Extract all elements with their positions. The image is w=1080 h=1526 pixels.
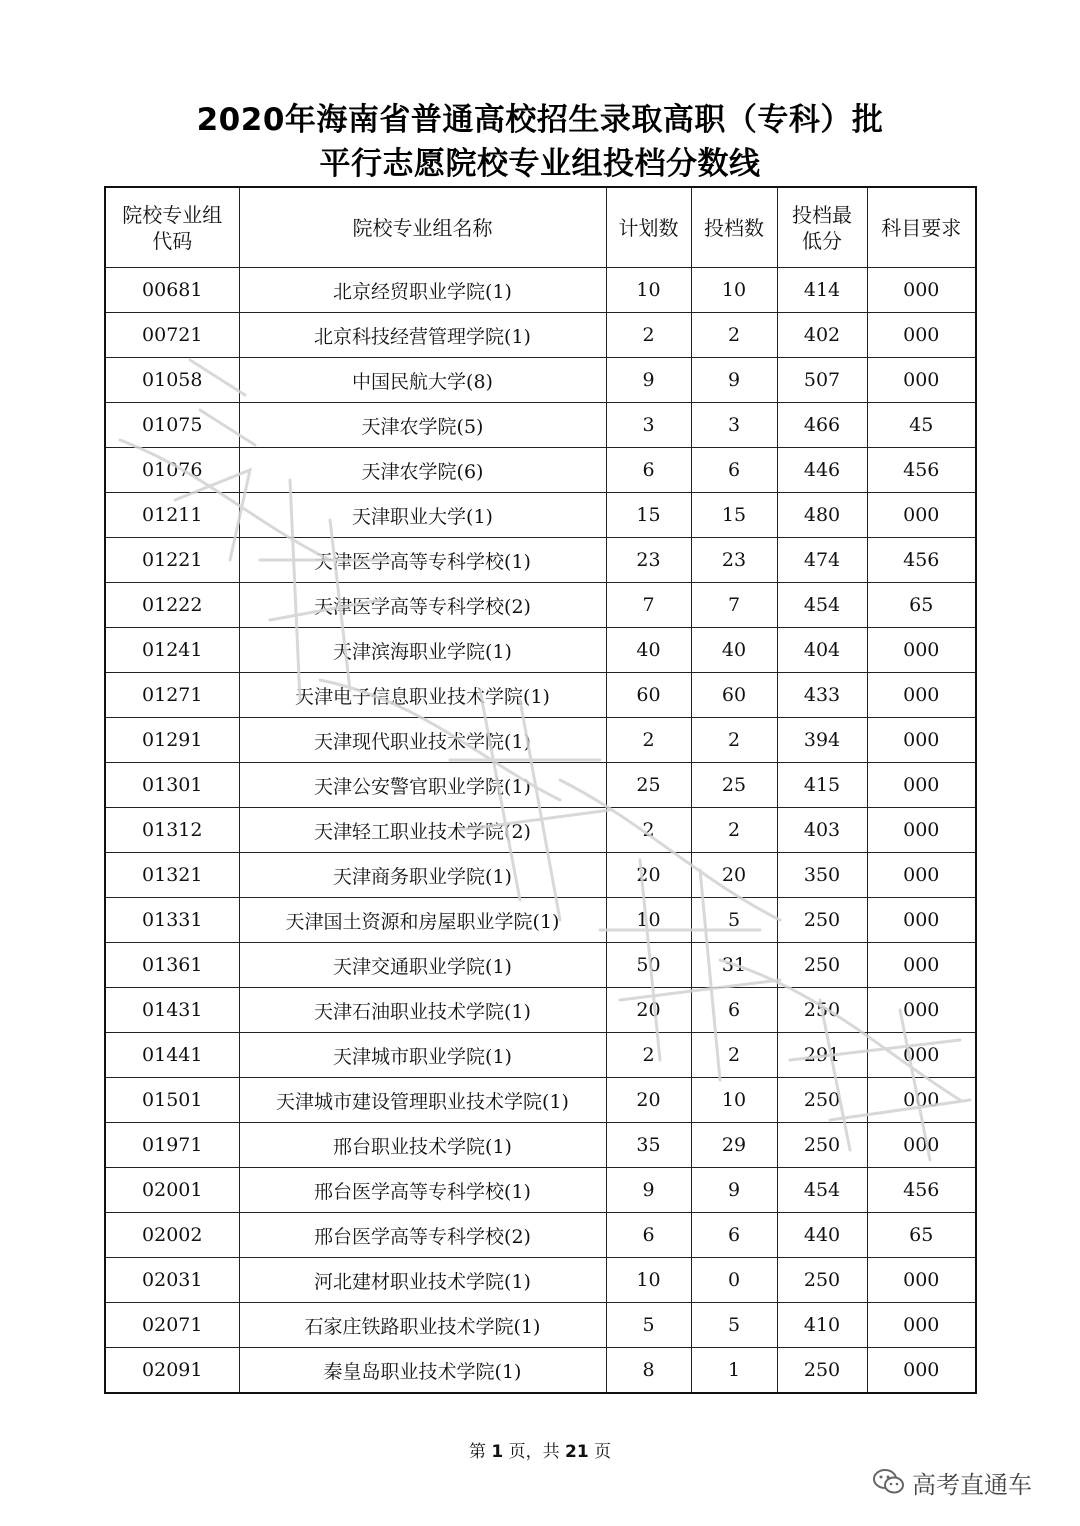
cell-subject: 000 — [867, 1348, 976, 1394]
cell-subject: 000 — [867, 268, 976, 313]
cell-plan: 8 — [606, 1348, 691, 1394]
table-row — [105, 808, 976, 853]
footer-prefix: 第 — [468, 1442, 486, 1462]
cell-name: 天津职业大学(1) — [239, 493, 606, 538]
cell-name: 天津滨海职业学院(1) — [239, 628, 606, 673]
cell-code: 01058 — [105, 358, 239, 403]
cell-plan: 60 — [606, 673, 691, 718]
cell-filed: 2 — [691, 718, 777, 763]
table-row — [105, 268, 976, 313]
cell-min-score: 350 — [777, 853, 867, 898]
table-row — [105, 853, 976, 898]
table-row — [105, 538, 976, 583]
table-row — [105, 358, 976, 403]
cell-code: 01241 — [105, 628, 239, 673]
cell-name: 天津城市建设管理职业技术学院(1) — [239, 1078, 606, 1123]
header-code-line2: 代码 — [152, 228, 193, 253]
cell-subject: 000 — [867, 493, 976, 538]
cell-plan: 20 — [606, 1078, 691, 1123]
cell-filed: 0 — [691, 1258, 777, 1303]
cell-code: 02002 — [105, 1213, 239, 1258]
footer-page-number: 1 — [491, 1442, 504, 1462]
header-code-line1: 院校专业组 — [122, 202, 223, 227]
cell-min-score: 474 — [777, 538, 867, 583]
cell-code: 01221 — [105, 538, 239, 583]
cell-filed: 23 — [691, 538, 777, 583]
cell-min-score: 250 — [777, 1348, 867, 1394]
cell-min-score: 414 — [777, 268, 867, 313]
cell-plan: 25 — [606, 763, 691, 808]
footer-suffix: 页 — [594, 1442, 612, 1462]
cell-filed: 20 — [691, 853, 777, 898]
table-row — [105, 583, 976, 628]
cell-name: 天津石油职业技术学院(1) — [239, 988, 606, 1033]
cell-plan: 2 — [606, 718, 691, 763]
header-min-line2: 低分 — [802, 228, 842, 253]
cell-min-score: 466 — [777, 403, 867, 448]
cell-subject: 65 — [867, 583, 976, 628]
cell-name: 天津城市职业学院(1) — [239, 1033, 606, 1078]
cell-filed: 2 — [691, 808, 777, 853]
header-subject: 科目要求 — [867, 187, 976, 268]
cell-plan: 6 — [606, 448, 691, 493]
cell-subject: 000 — [867, 1303, 976, 1348]
cell-code: 01222 — [105, 583, 239, 628]
cell-filed: 7 — [691, 583, 777, 628]
cell-min-score: 433 — [777, 673, 867, 718]
cell-filed: 2 — [691, 313, 777, 358]
cell-code: 00721 — [105, 313, 239, 358]
cell-subject: 000 — [867, 673, 976, 718]
cell-subject: 000 — [867, 808, 976, 853]
cell-filed: 5 — [691, 898, 777, 943]
cell-subject: 456 — [867, 538, 976, 583]
cell-subject: 000 — [867, 763, 976, 808]
cell-filed: 10 — [691, 268, 777, 313]
cell-code: 01361 — [105, 943, 239, 988]
cell-code: 01075 — [105, 403, 239, 448]
cell-subject: 000 — [867, 1258, 976, 1303]
cell-code: 01291 — [105, 718, 239, 763]
cell-plan: 10 — [606, 268, 691, 313]
page-title-line1: 2020年海南省普通高校招生录取高职（专科）批 — [196, 102, 884, 138]
cell-code: 00681 — [105, 268, 239, 313]
cell-plan: 15 — [606, 493, 691, 538]
cell-code: 01271 — [105, 673, 239, 718]
cell-min-score: 250 — [777, 1078, 867, 1123]
cell-subject: 65 — [867, 1213, 976, 1258]
cell-name: 邢台职业技术学院(1) — [239, 1123, 606, 1168]
cell-code: 01301 — [105, 763, 239, 808]
cell-name: 天津商务职业学院(1) — [239, 853, 606, 898]
cell-plan: 23 — [606, 538, 691, 583]
cell-plan: 10 — [606, 898, 691, 943]
cell-min-score: 454 — [777, 1168, 867, 1213]
cell-code: 02071 — [105, 1303, 239, 1348]
cell-min-score: 440 — [777, 1213, 867, 1258]
cell-plan: 2 — [606, 808, 691, 853]
cell-min-score: 415 — [777, 763, 867, 808]
cell-min-score: 250 — [777, 1258, 867, 1303]
table-row — [105, 448, 976, 493]
cell-subject: 000 — [867, 988, 976, 1033]
table-header-row — [105, 187, 976, 268]
brand-watermark — [872, 1462, 1032, 1502]
cell-name: 天津现代职业技术学院(1) — [239, 718, 606, 763]
cell-subject: 45 — [867, 403, 976, 448]
cell-name: 天津医学高等专科学校(1) — [239, 538, 606, 583]
cell-subject: 000 — [867, 358, 976, 403]
page-title-line2: 平行志愿院校专业组投档分数线 — [319, 146, 761, 182]
cell-code: 02091 — [105, 1348, 239, 1394]
cell-min-score: 402 — [777, 313, 867, 358]
cell-min-score: 404 — [777, 628, 867, 673]
table-row — [105, 943, 976, 988]
cell-name: 天津农学院(6) — [239, 448, 606, 493]
cell-plan: 5 — [606, 1303, 691, 1348]
cell-code: 01441 — [105, 1033, 239, 1078]
footer-total-pages: 21 — [564, 1442, 589, 1462]
cell-code: 01431 — [105, 988, 239, 1033]
cell-name: 北京经贸职业学院(1) — [239, 268, 606, 313]
cell-min-score: 454 — [777, 583, 867, 628]
header-min-line1: 投档最 — [792, 202, 852, 227]
cell-code: 01331 — [105, 898, 239, 943]
header-min-score — [777, 187, 867, 268]
cell-subject: 000 — [867, 718, 976, 763]
cell-plan: 10 — [606, 1258, 691, 1303]
table-row — [105, 673, 976, 718]
cell-plan: 9 — [606, 1168, 691, 1213]
table-row — [105, 1123, 976, 1168]
cell-subject: 456 — [867, 1168, 976, 1213]
cell-name: 天津交通职业学院(1) — [239, 943, 606, 988]
cell-filed: 6 — [691, 1213, 777, 1258]
cell-filed: 60 — [691, 673, 777, 718]
cell-min-score: 250 — [777, 943, 867, 988]
cell-filed: 10 — [691, 1078, 777, 1123]
cell-min-score: 446 — [777, 448, 867, 493]
cell-min-score: 291 — [777, 1033, 867, 1078]
cell-filed: 25 — [691, 763, 777, 808]
cell-filed: 29 — [691, 1123, 777, 1168]
cell-subject: 000 — [867, 1078, 976, 1123]
cell-min-score: 250 — [777, 988, 867, 1033]
cell-name: 天津农学院(5) — [239, 403, 606, 448]
cell-code: 01076 — [105, 448, 239, 493]
cell-filed: 31 — [691, 943, 777, 988]
table-row — [105, 1258, 976, 1303]
cell-plan: 9 — [606, 358, 691, 403]
cell-plan: 2 — [606, 1033, 691, 1078]
cell-plan: 3 — [606, 403, 691, 448]
cell-plan: 6 — [606, 1213, 691, 1258]
table-row — [105, 1303, 976, 1348]
cell-name: 天津电子信息职业技术学院(1) — [239, 673, 606, 718]
cell-filed: 15 — [691, 493, 777, 538]
table-row — [105, 1033, 976, 1078]
cell-subject: 000 — [867, 898, 976, 943]
cell-subject: 000 — [867, 943, 976, 988]
cell-plan: 40 — [606, 628, 691, 673]
cell-code: 01501 — [105, 1078, 239, 1123]
table-row — [105, 1213, 976, 1258]
cell-filed: 2 — [691, 1033, 777, 1078]
cell-filed: 1 — [691, 1348, 777, 1394]
cell-min-score: 410 — [777, 1303, 867, 1348]
table-row — [105, 898, 976, 943]
cell-subject: 000 — [867, 1123, 976, 1168]
table-row — [105, 1168, 976, 1213]
cell-code: 01211 — [105, 493, 239, 538]
cell-name: 石家庄铁路职业技术学院(1) — [239, 1303, 606, 1348]
header-plan: 计划数 — [606, 187, 691, 268]
cell-code: 01312 — [105, 808, 239, 853]
cell-filed: 9 — [691, 1168, 777, 1213]
cell-filed: 9 — [691, 358, 777, 403]
cell-filed: 3 — [691, 403, 777, 448]
admission-score-table — [104, 186, 977, 1394]
cell-subject: 000 — [867, 853, 976, 898]
cell-min-score: 403 — [777, 808, 867, 853]
cell-name: 天津国土资源和房屋职业学院(1) — [239, 898, 606, 943]
cell-name: 秦皇岛职业技术学院(1) — [239, 1348, 606, 1394]
cell-name: 北京科技经营管理学院(1) — [239, 313, 606, 358]
cell-plan: 20 — [606, 988, 691, 1033]
cell-filed: 6 — [691, 988, 777, 1033]
header-code — [105, 187, 239, 268]
cell-name: 河北建材职业技术学院(1) — [239, 1258, 606, 1303]
cell-plan: 35 — [606, 1123, 691, 1168]
footer-mid: 页，共 — [508, 1442, 560, 1462]
cell-plan: 20 — [606, 853, 691, 898]
cell-name: 邢台医学高等专科学校(2) — [239, 1213, 606, 1258]
cell-filed: 5 — [691, 1303, 777, 1348]
table-row — [105, 988, 976, 1033]
table-row — [105, 1078, 976, 1123]
cell-name: 邢台医学高等专科学校(1) — [239, 1168, 606, 1213]
cell-filed: 6 — [691, 448, 777, 493]
cell-name: 天津医学高等专科学校(2) — [239, 583, 606, 628]
cell-code: 02001 — [105, 1168, 239, 1213]
cell-name: 中国民航大学(8) — [239, 358, 606, 403]
table-row — [105, 1348, 976, 1394]
brand-name: 高考直通车 — [912, 1470, 1032, 1499]
cell-plan: 2 — [606, 313, 691, 358]
cell-name: 天津轻工职业技术学院(2) — [239, 808, 606, 853]
table-row — [105, 493, 976, 538]
cell-code: 01971 — [105, 1123, 239, 1168]
header-name: 院校专业组名称 — [239, 187, 606, 268]
table-row — [105, 313, 976, 358]
page-footer — [0, 1437, 1080, 1462]
cell-subject: 000 — [867, 1033, 976, 1078]
cell-name: 天津公安警官职业学院(1) — [239, 763, 606, 808]
cell-plan: 7 — [606, 583, 691, 628]
cell-filed: 40 — [691, 628, 777, 673]
cell-plan: 50 — [606, 943, 691, 988]
table-row — [105, 628, 976, 673]
header-filed: 投档数 — [691, 187, 777, 268]
cell-min-score: 507 — [777, 358, 867, 403]
cell-min-score: 250 — [777, 898, 867, 943]
wechat-icon — [872, 1467, 906, 1497]
table-row — [105, 718, 976, 763]
cell-code: 01321 — [105, 853, 239, 898]
cell-subject: 456 — [867, 448, 976, 493]
cell-min-score: 250 — [777, 1123, 867, 1168]
cell-code: 02031 — [105, 1258, 239, 1303]
cell-min-score: 480 — [777, 493, 867, 538]
cell-subject: 000 — [867, 628, 976, 673]
cell-min-score: 394 — [777, 718, 867, 763]
cell-subject: 000 — [867, 313, 976, 358]
table-row — [105, 763, 976, 808]
table-row — [105, 403, 976, 448]
